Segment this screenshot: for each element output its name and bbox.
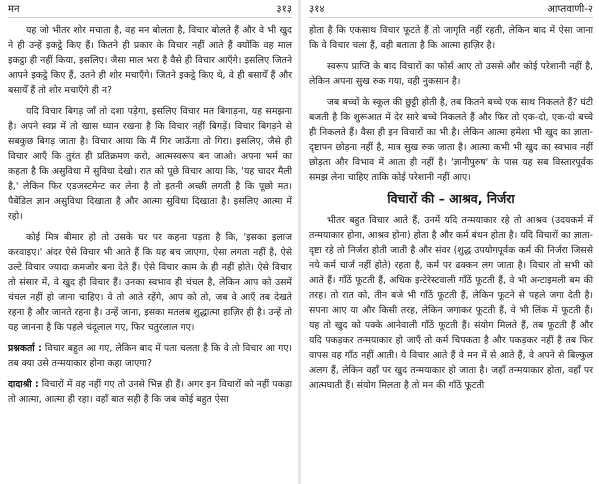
question-paragraph	[8, 341, 292, 371]
right-paragraph-1: होता है कि एकसाथ विचार फूटते हैं तो जागृति नहीं रहती, लेकिन बाद में ऐसा जाना कि वे विचार चला हैं, वही बताता है कि आत्मा हाज़िर है।	[309, 25, 593, 51]
answer-text: विचारों में वह नहीं गए तो उनसे भिन्न ही हैं। अगर इन विचारों को नहीं पकड़ा तो आत्मा, आत्मा ही रहा। वहाँ बात सही है कि जब कोई बहुत ऐसा	[8, 379, 292, 405]
right-paragraph-3: जब बच्चों के स्कूल की छुट्टी होती है, तब कितने बच्चे एक साथ निकलते हैं? घंटी बजती है कि शुरूआत में देर सारे बच्चे निकलते हैं और फिर तो एक-दो, एक-दो बच्चे ही निकलते हैं। वैसा ही इन विचारों का भी है। लेकिन आत्मा हमेशा भी खुद का ज्ञाता-दृष्टापन छोड़ना नहीं है, मात्र सुख रुक जाता है। आत्मा कभी भी खुद का स्वभाव नहीं छोड़ता और विभाव में आता ही नहीं है। 'ज्ञानीपुरुष' के पास यह सब विस्तारपूर्वक समझ लेना चाहिए ताकि कोई परेशानी नहीं आए।	[309, 97, 593, 183]
left-paragraph-2: यदि विचार बिगड़ जाँ तो दशा पड़ेगा, इसलिए विचार मत बिगाड़ना, यह समझना है। अपने स्वप्न में तो खास ध्यान रखना है कि विचार नहीं बिगड़ें। विचार बिगड़ने से सबकुछ बिगड़ जाता है। विचार आया कि मैं गिर जाऊँगा तो गिरा। इसलिए, जैसे ही विचार आएँ कि तुरंत ही प्रतिक्रमण करो, आत्मस्वरूप बन जाओ। अपना भर्म का कहता है कि असुविधा में सुविधा देखो। रात को पूछे विचार आया कि, 'यह चादर मैली है,' लेकिन फिर एडजस्टमेन्ट कर लेना है तो इतनी अच्छी लगती है कि पूछो मत। पैबेंडिल ज्ञान असुविधा दिखाता है और आत्मा सुविधा दिखाता है। इसलिए आत्मा में रहो।	[8, 106, 292, 222]
question-label: प्रश्नकर्ता :	[8, 343, 42, 354]
right-running-head	[309, 3, 593, 18]
section-heading: विचारों की – आश्रव, निर्जरा	[387, 191, 515, 206]
left-paragraph-1: यह जो भीतर शोर मचाता है, वह मन बोलता है, विचार बोलते हैं और वे भी खुद ने ही उन्हें इकट्ठे किए हैं। कितने ही प्रकार के विचार नहीं आते हैं क्योंकि वह माल इकट्ठा ही नहीं किया, इसलिए। जैसा माल भरा है वैसे ही विचार आएँगे। इसलिए जितने आपने इकट्ठे किए हैं, उतने ही शोर मचाएँगे। जितने इकट्ठे किए थे, वे ही बसायेँ हैं और बसायेँ हैं तो शोर मचाएँगे ही न?	[8, 25, 292, 96]
question-text: विचार बहुत आ गए, लेकिन बाद में पता चलता है कि वे तो विचार आ गए। तब क्या उसे तन्मयाकार होना कहा जाएगा?	[8, 343, 292, 369]
right-page-number: ३१४	[309, 4, 325, 15]
answer-label: दादाश्री :	[8, 379, 39, 390]
left-text-block	[8, 23, 292, 407]
right-paragraph-2: स्वरूप प्राप्ति के बाद विचारों का फोर्स आए तो उससे और कोई परेशानी नहीं है, लेकिन अपना सुख रुक गया, वही नुकसान है।	[309, 61, 593, 87]
left-running-head	[8, 3, 292, 18]
left-paragraph-3: कोई मित्र बीमार हो तो उसके घर पर कहना पड़ता है कि, 'इसका इलाज करवाइए।' अंदर ऐसे विचार भी आते हैं कि यह बच जाएगा, ऐसा लगता नहीं है, ऐसे उल्टे विचार ज्यादा कमजोर बना देते हैं। ऐसे विचार काम के ही नहीं होते। ऐसे विचार तो संसार में, वे खुद ही विचार हैं। उनका स्वभाव ही चंचल है, लेकिन आप को उसमें चंचल नहीं हो जाना चाहिए। वे तो आते रहेंगे, आप को तो, जब वे आएँ तब देखते रहना है और जानते रहना है। उन्हें जाना, इसका मतलब शुद्धात्मा हाज़िर ही है। उन्हें तो यह जानना है कि पहले चंदूलाल गए, फिर चतुरलाल गए।	[8, 232, 292, 333]
answer-paragraph	[8, 377, 292, 407]
book-gutter	[298, 0, 301, 484]
right-header-title: आप्तवाणी-२	[547, 4, 593, 15]
left-header-title: मन	[8, 4, 20, 15]
right-page	[303, 0, 599, 484]
right-text-block	[309, 23, 593, 393]
left-page	[0, 0, 296, 484]
left-page-number: ३१३	[276, 4, 292, 15]
right-paragraph-4: भीतर बहुत विचार आते हैं, उनमें यदि तन्मयाकार रहे तो आश्रव (उदयकर्म में तन्मयाकार होना, आश्रव होना) होता है और कर्म बंधन होता है। यदि विचारों का ज्ञाता-दृष्टा रहे तो निर्जरा होती जाती है और संवर (शुद्ध उपयोगपूर्वक कर्म की निर्जरा जिससे नये कर्म चार्ज नहीं होते) रहता है, कर्म पर ढक्कन लग जाता है। विचार तो सभी को आते हैं। गाँठें फूटती हैं, अधिक इन्टेरेस्टवाली गाँठें फूटती हैं, वे भी अन्टाइमली बम की तरह। तो रात को, तीन बजे भी गाँठें फूटती हैं, लेकिन फूटने से पहले जगा देती है। सपना आए या और किसी तरह, लेकिन जगाकर फूटती हैं, वे भी लिंक में फूटती हैं। यह तो खुद को पक्के आनेवाली गाँठें फूटती हैं। संयोग मिलते हैं, तब फूटती हैं और यदि पकड़कर तन्मयाकार हो जाएँ तो कर्म चिपकता है और पकड़कर नहीं है तब फिर वापस वह गाँठ नहीं आती। ये विचार आते हैं वे मन में से आते हैं, वे अपने से बिल्कुल अलग हैं, लेकिन वहाँ पर खुद तन्मयाकार हो जाता है। जहाँ तन्मयाकार होता, वहाँ पर आत्मघाती हैं। संयोग मिलता है तो मन की गाँठें फूटती	[309, 215, 593, 391]
